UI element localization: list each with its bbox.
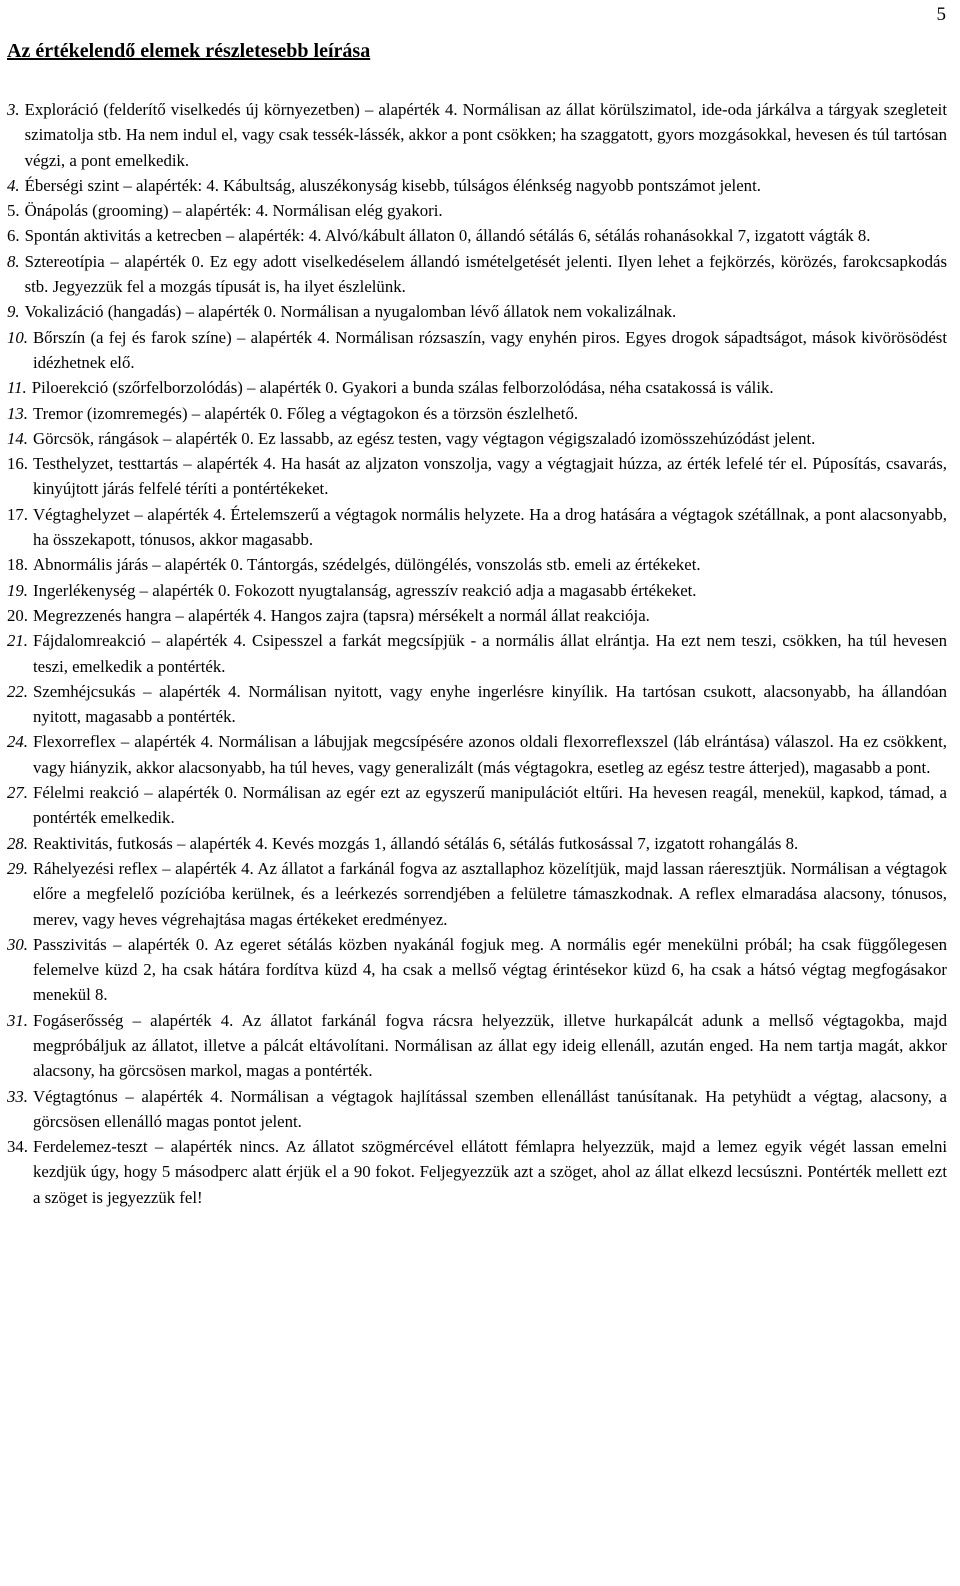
item-text: Flexorreflex – alapérték 4. Normálisan a lábujjak megcsípésére azonos oldali flexorreflexszel (láb elrántása) válaszol. Ha ez csökkent, vagy hiányzik, akkor alacsonyabb, ha túl heves, vagy generalizált (más végtagokra, esetleg az egész testre átterjed), magasabb a pont. [32, 732, 947, 777]
item-number: 11. [7, 378, 27, 398]
item-text: Testhelyzet, testtartás – alapérték 4. Ha hasát az aljzaton vonszolja, vagy a végtagjait húzza, az érték lefelé tér el. Púposítás, csavarás, kinyújtott járás felfelé téríti a pontértékeket. [32, 454, 947, 499]
item-text: Ráhelyezési reflex – alapérték 4. Az állatot a farkánál fogva az asztallaphoz közelítjük, majd lassan ráeresztjük. Normálisan a végtagok előre a megfelelő pozícióba kerülnek, és a leérkezés sorrendjében a felületre támaszkodnak. A reflex elmaradása alacsony, tónusos, merev, vagy heves végrehajtása magas értékeket eredményez. [32, 858, 947, 929]
item-text: Bőrszín (a fej és farok színe) – alapérték 4. Normálisan rózsaszín, vagy enyhén piros. Egyes drogok sápadtságot, mások kivörösödést idézhetnek elő. [32, 327, 947, 372]
list-item [7, 932, 947, 1008]
item-text: Fájdalomreakció – alapérték 4. Csipesszel a farkát megcsípjük - a normális állat elrántja. Ha ezt nem teszi, csökken, ha túl hevesen teszi, emelkedik a pontérték. [32, 631, 947, 676]
page-number: 5 [936, 4, 946, 25]
list-item [7, 325, 947, 376]
item-text: Piloerekció (szőrfelborzolódás) – alapérték 0. Gyakori a bunda szálas felborzolódása, néha csatakossá is válik. [31, 378, 774, 398]
item-number: 13. [7, 403, 28, 423]
item-number: 5. [7, 201, 20, 221]
item-text: Megrezzenés hangra – alapérték 4. Hangos zajra (tapsra) mérsékelt a normál állat reakciója. [32, 605, 650, 625]
list-item [7, 97, 947, 173]
list-item [7, 856, 947, 932]
item-number: 16. [7, 454, 28, 474]
item-number: 9. [7, 302, 20, 322]
item-text: Tremor (izomremegés) – alapérték 0. Főleg a végtagokon és a törzsön észlelhető. [32, 403, 579, 423]
item-number: 10. [7, 327, 28, 347]
list-item [7, 780, 947, 831]
item-number: 30. [7, 934, 28, 954]
item-text: Reaktivitás, futkosás – alapérték 4. Kevés mozgás 1, állandó sétálás 6, sétálás futkosással 7, izgatott rohangálás 8. [32, 833, 799, 853]
list-item [7, 401, 947, 426]
item-number: 24. [7, 732, 28, 752]
list-item [7, 502, 947, 553]
list-item [7, 1084, 947, 1135]
item-text: Végtaghelyzet – alapérték 4. Értelemszerű a végtagok normális helyzete. Ha a drog hatására a végtagok szétállnak, a pont alacsonyabb, ha összekapott, tónusos, akkor magasabb. [32, 504, 947, 550]
item-text: Exploráció (felderítő viselkedés új környezetben) – alapérték 4. Normálisan az állat körülszimatol, ide-oda járkálva a tárgyak szegleteit szimatolja stb. Ha nem indul el, vagy csak tessék-lássék, akkor a pont csökken; ha szaggatott, gyors mozgásokkal, hevesen és túl tartósan végzi, a pont emelkedik. [24, 100, 947, 170]
item-number: 8. [7, 251, 20, 271]
list-item [7, 375, 947, 400]
item-text: Spontán aktivitás a ketrecben – alapérték: 4. Alvó/kábult állaton 0, állandó sétálás 6, sétálás rohanásokkal 7, izgatott vágták 8. [24, 226, 871, 246]
list-item [7, 578, 947, 603]
item-text: Vokalizáció (hangadás) – alapérték 0. Normálisan a nyugalomban lévő állatok nem vokalizálnak. [24, 302, 677, 322]
item-number: 29. [7, 858, 28, 878]
item-number: 18. [7, 555, 28, 575]
item-number: 3. [7, 100, 20, 119]
item-number: 19. [7, 580, 28, 600]
item-text: Passzivitás – alapérték 0. Az egeret sétálás közben nyakánál fogjuk meg. A normális egér menekülni próbál; ha csak függőlegesen felemelve küzd 2, ha csak hátára fordítva küzd 4, ha csak a mellső végtag érintésekor küzd 6, ha csak a hátsó végtag megfogásakor menekül 8. [32, 934, 947, 1005]
item-text: Félelmi reakció – alapérték 0. Normálisan az egér ezt az egyszerű manipulációt eltűri. Ha hevesen reagál, menekül, kapkod, támad, a pontérték emelkedik. [32, 783, 947, 828]
item-number: 34. [7, 1137, 28, 1157]
item-text: Ferdelemez-teszt – alapérték nincs. Az állatot szögmércével ellátott fémlapra helyezzük, majd a lemez egyik végét lassan emelni kezdjük úgy, hogy 5 másodperc alatt érjük el a 90 fokot. Feljegyezzük azt a szöget, ahol az állat elkezd lecsúszni. Pontérték mellett ezt a szöget is jegyezzük fel! [32, 1137, 947, 1207]
list-item [7, 426, 947, 451]
list-item [7, 831, 947, 856]
list-item [7, 628, 947, 679]
item-text: Éberségi szint – alapérték: 4. Kábultság, aluszékonyság kisebb, túlságos élénkség nagyobb pontszámot jelent. [24, 175, 761, 195]
list-item [7, 223, 947, 248]
item-text: Fogáserősség – alapérték 4. Az állatot farkánál fogva rácsra helyezzük, illetve hurkapálcát adunk a mellső végtagokba, majd megpróbáljuk az állatot, illetve a pálcát eltávolítani. Normálisan az állat egy ideig ellenáll, azután enged. Ha nem tartja magát, akkor alacsony, ha görcsösen markol, magas a pontérték. [32, 1010, 947, 1081]
item-text: Sztereotípia – alapérték 0. Ez egy adott viselkedéselem állandó ismételgetését jelenti. Ilyen lehet a fejkörzés, körözés, farokcsapkodás stb. Jegyezzük fel a mozgás típusát is, ha ilyet észlelünk. [24, 251, 947, 297]
item-number: 4. [7, 175, 20, 195]
item-text: Végtagtónus – alapérték 4. Normálisan a végtagok hajlítással szemben ellenállást tanúsítanak. Ha petyhüdt a végtag, alacsony, a görcsösen ellenálló magas pontot jelent. [32, 1086, 947, 1131]
item-text: Szemhéjcsukás – alapérték 4. Normálisan nyitott, vagy enyhe ingerlésre kinyílik. Ha tartósan csukott, alacsonyabb, ha állandóan nyitott, magasabb a pontérték. [32, 681, 947, 727]
item-number: 31. [7, 1010, 28, 1030]
item-number: 6. [7, 226, 20, 246]
list-item [7, 1134, 947, 1210]
item-number: 21. [7, 631, 28, 651]
item-number: 20. [7, 605, 28, 625]
list-item [7, 679, 947, 730]
item-list [7, 97, 947, 1210]
item-number: 28. [7, 833, 28, 853]
item-text: Önápolás (grooming) – alapérték: 4. Normálisan elég gyakori. [24, 201, 443, 221]
page-heading: Az értékelendő elemek részletesebb leírása [7, 40, 371, 62]
list-item [7, 1008, 947, 1084]
item-text: Görcsök, rángások – alapérték 0. Ez lassabb, az egész testen, vagy végtagon végigszaladó izomösszehúzódást jelent. [32, 428, 816, 448]
list-item [7, 552, 947, 577]
item-number: 33. [7, 1086, 28, 1106]
list-item [7, 451, 947, 502]
item-text: Ingerlékenység – alapérték 0. Fokozott nyugtalanság, agresszív reakció adja a magasabb értékeket. [32, 580, 697, 600]
item-number: 22. [7, 681, 28, 701]
list-item [7, 198, 947, 223]
list-item [7, 603, 947, 628]
list-item [7, 729, 947, 780]
list-item [7, 173, 947, 198]
item-number: 27. [7, 783, 28, 803]
list-item [7, 299, 947, 324]
item-text: Abnormális járás – alapérték 0. Tántorgás, szédelgés, dülöngélés, vonszolás stb. emeli az értékeket. [32, 555, 701, 575]
item-number: 17. [7, 504, 28, 524]
list-item [7, 249, 947, 300]
item-number: 14. [7, 428, 28, 448]
